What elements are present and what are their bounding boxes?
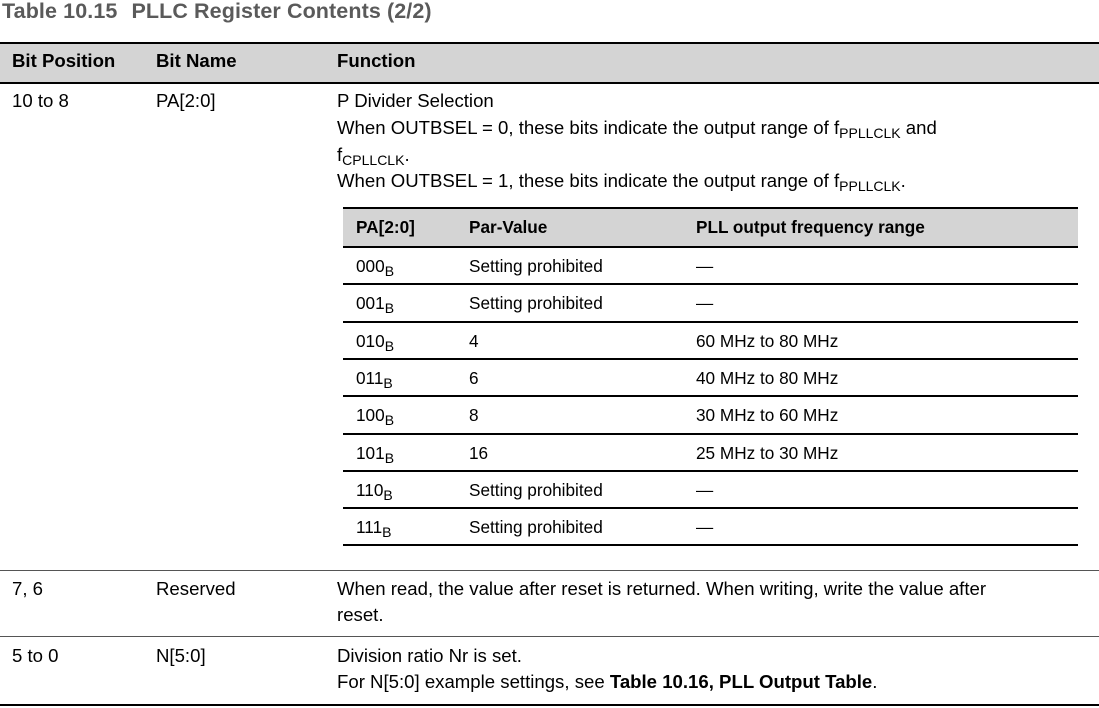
sub-cell-par-value: 8 — [469, 405, 479, 426]
row-reserved-function-line1: When read, the value after reset is returned. When writing, write the value after — [337, 578, 987, 599]
sub-cell-frequency-range: 30 MHz to 60 MHz — [696, 405, 839, 426]
sub-cell-frequency-range: — — [696, 293, 714, 314]
sub-cell-frequency-range: — — [696, 256, 714, 276]
sub-table-row-rule — [343, 433, 1078, 435]
table-bottom-rule — [0, 704, 1099, 706]
sub-cell-par-value: Setting prohibited — [469, 479, 603, 500]
sub-table-row-rule — [343, 283, 1078, 285]
sub-table-row-rule — [343, 321, 1078, 323]
header-bottom-rule — [0, 82, 1099, 84]
sub-cell-par-value: Setting prohibited — [469, 256, 603, 276]
column-header-bit-position: Bit Position — [12, 50, 116, 71]
row-n-function-line2: For N[5:0] example settings, see Table 10.16, PLL Output Table. — [337, 671, 878, 692]
sub-cell-frequency-range: — — [696, 517, 714, 538]
sub-column-header-par-value: Par-Value — [469, 217, 548, 237]
sub-cell-par-value: Setting prohibited — [469, 293, 603, 314]
sub-table-row-rule — [343, 470, 1078, 472]
sub-cell-pa: $110_B$ — [356, 479, 393, 503]
row-reserved-function-line2: reset. — [337, 604, 384, 625]
sub-column-header-frequency-range: PLL output frequency range — [696, 217, 925, 237]
row-pa-function-line3: $f_{CPLLCLK}$. — [337, 144, 410, 168]
table-reference: Table 10.16, PLL Output Table — [609, 671, 873, 692]
sub-table-row-rule — [343, 358, 1078, 360]
row-reserved-bit-position: 7, 6 — [12, 578, 44, 599]
sub-cell-frequency-range: 60 MHz to 80 MHz — [696, 330, 839, 351]
row-n-function-line1: Division ratio Nr is set. — [337, 645, 522, 666]
sub-cell-par-value: Setting prohibited — [469, 517, 603, 538]
row-n-bit-name: N[5:0] — [156, 645, 206, 666]
column-header-function: Function — [337, 50, 416, 71]
sub-cell-frequency-range: 40 MHz to 80 MHz — [696, 367, 839, 388]
table-number: Table 10.15 — [2, 0, 118, 23]
sub-cell-par-value: 6 — [469, 367, 479, 388]
row-pa-bit-name: PA[2:0] — [156, 90, 216, 111]
row-pa-function-line4: When OUTBSEL = 1, these bits indicate the output range of $f_{PPLLCLK}$. — [337, 170, 906, 194]
column-header-bit-name: Bit Name — [156, 50, 237, 71]
row-pa-bit-position: 10 to 8 — [12, 90, 69, 111]
sub-cell-frequency-range: 25 MHz to 30 MHz — [696, 442, 839, 463]
sub-cell-pa: $000_B$ — [356, 256, 395, 279]
table-title — [2, 0, 432, 24]
row-pa-function-line2: When OUTBSEL = 0, these bits indicate the output range of $f_{PPLLCLK}$ and — [337, 117, 937, 141]
sub-cell-par-value: 16 — [469, 442, 489, 463]
sub-cell-pa: $100_B$ — [356, 405, 395, 429]
table-caption: PLLC Register Contents (2/2) — [131, 0, 432, 23]
sub-table-row-rule — [343, 395, 1078, 397]
row-separator — [0, 570, 1099, 571]
sub-cell-pa: $001_B$ — [356, 293, 395, 317]
sub-table-row-rule — [343, 544, 1078, 546]
row-separator — [0, 636, 1099, 637]
sub-cell-pa: $101_B$ — [356, 442, 395, 466]
sub-table-row-rule — [343, 507, 1078, 509]
row-n-bit-position: 5 to 0 — [12, 645, 59, 666]
row-pa-function-line1: P Divider Selection — [337, 90, 494, 111]
sub-table-header-rule — [343, 246, 1078, 248]
sub-cell-pa: $010_B$ — [356, 330, 395, 354]
sub-cell-pa: $011_B$ — [356, 367, 393, 391]
sub-cell-par-value: 4 — [469, 330, 479, 351]
sub-cell-frequency-range: — — [696, 479, 714, 500]
sub-cell-pa: $111_B$ — [356, 517, 392, 541]
sub-column-header-pa: PA[2:0] — [356, 217, 415, 237]
row-reserved-bit-name: Reserved — [156, 578, 236, 599]
